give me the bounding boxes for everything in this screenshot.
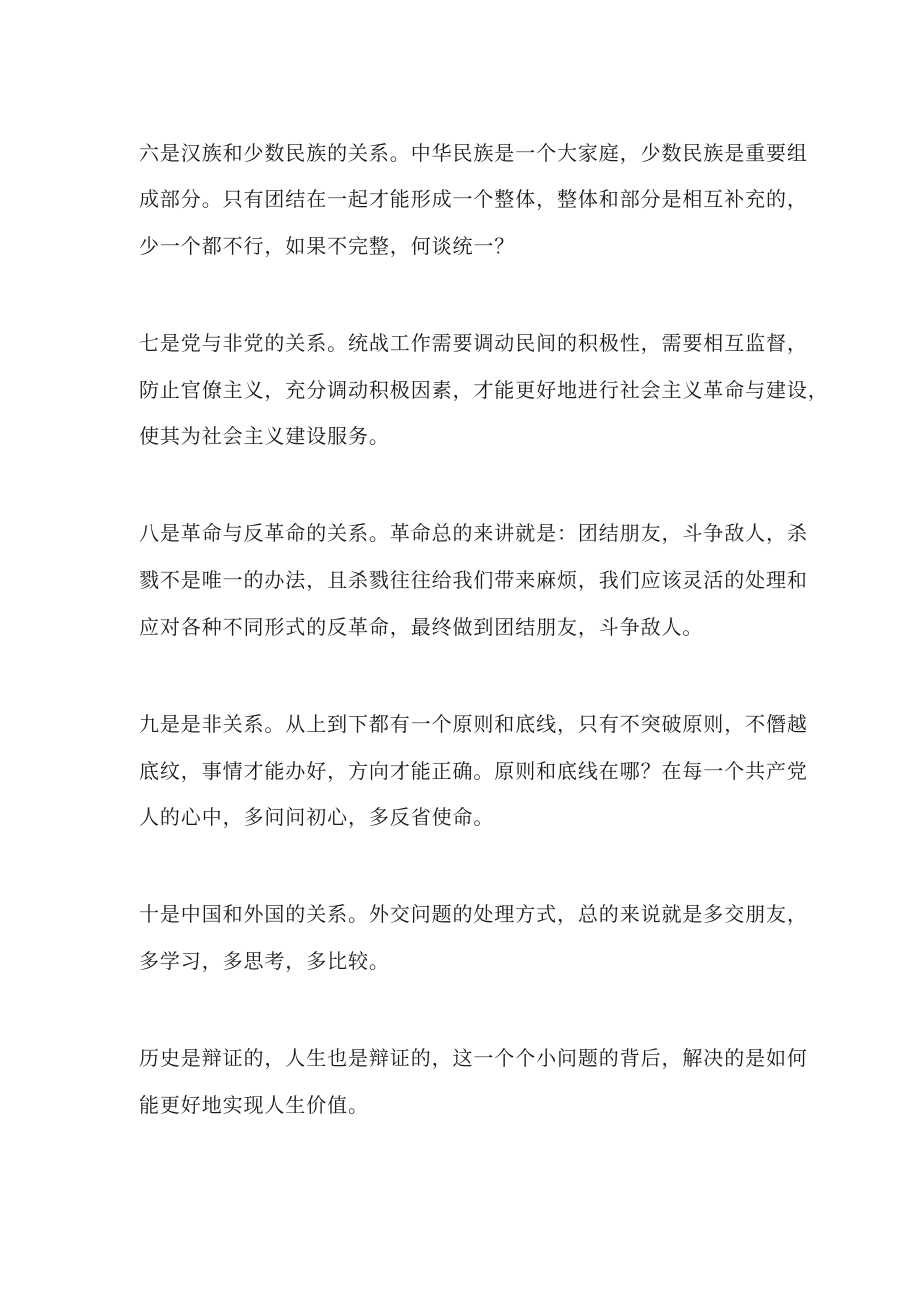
paragraph-3-line-2: 戮不是唯一的办法，且杀戮往往给我们带来麻烦，我们应该灵活的处理和 bbox=[139, 568, 808, 592]
paragraph-4-line-1: 九是是非关系。从上到下都有一个原则和底线，只有不突破原则，不僭越 bbox=[139, 712, 808, 736]
paragraph-6-line-1: 历史是辩证的，人生也是辩证的，这一个个小问题的背后，解决的是如何 bbox=[139, 1046, 808, 1070]
paragraph-3-line-1: 八是革命与反革命的关系。革命总的来讲就是：团结朋友，斗争敌人，杀 bbox=[139, 521, 808, 545]
paragraph-5-line-2: 多学习，多思考，多比较。 bbox=[139, 949, 390, 973]
paragraph-5-line-1: 十是中国和外国的关系。外交问题的处理方式，总的来说就是多交朋友， bbox=[139, 902, 808, 926]
paragraph-4-line-3: 人的心中，多问问初心，多反省使命。 bbox=[139, 805, 495, 829]
paragraph-1-line-2: 成部分。只有团结在一起才能形成一个整体，整体和部分是相互补充的， bbox=[139, 187, 808, 211]
paragraph-2-line-3: 使其为社会主义建设服务。 bbox=[139, 424, 390, 448]
paragraph-4-line-2: 底纹，事情才能办好，方向才能正确。原则和底线在哪？在每一个共产党 bbox=[139, 759, 808, 783]
paragraph-6-line-2: 能更好地实现人生价值。 bbox=[139, 1093, 369, 1117]
paragraph-3-line-3: 应对各种不同形式的反革命，最终做到团结朋友，斗争敌人。 bbox=[139, 615, 704, 639]
paragraph-1-line-1: 六是汉族和少数民族的关系。中华民族是一个大家庭，少数民族是重要组 bbox=[139, 141, 808, 165]
paragraph-1-line-3: 少一个都不行，如果不完整，何谈统一？ bbox=[139, 234, 516, 258]
paragraph-2-line-2: 防止官僚主义，充分调动积极因素，才能更好地进行社会主义革命与建设， bbox=[139, 378, 829, 402]
paragraph-2-line-1: 七是党与非党的关系。统战工作需要调动民间的积极性，需要相互监督， bbox=[139, 331, 808, 355]
